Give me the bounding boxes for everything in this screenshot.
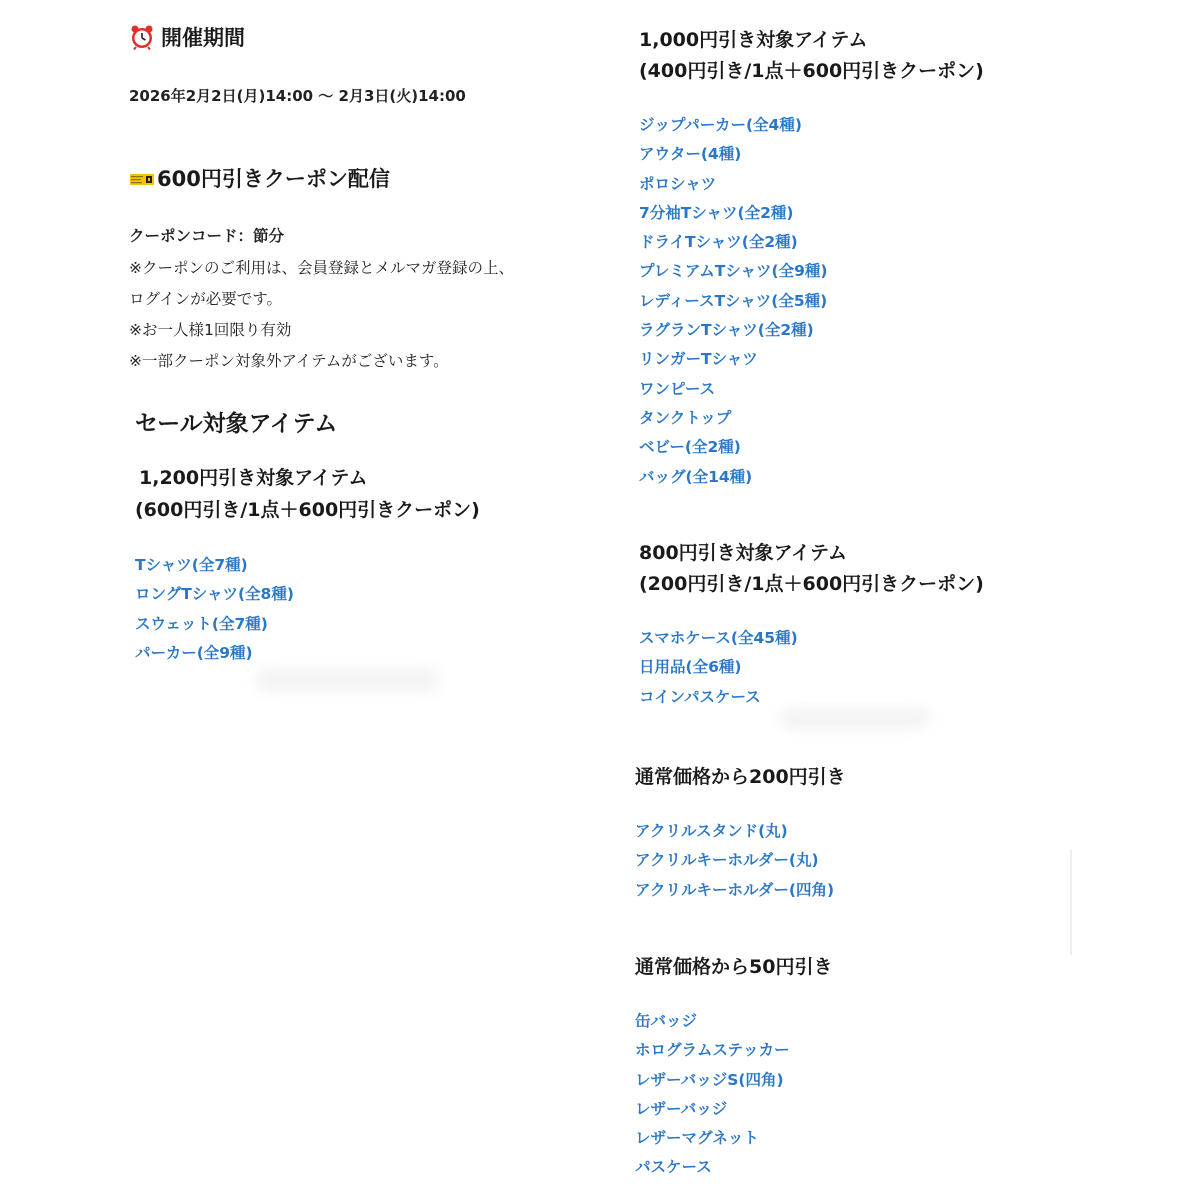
item-link[interactable]: レディースTシャツ(全5種) — [639, 291, 828, 310]
tier-1200-title: 1,200円引き対象アイテム — [139, 467, 368, 489]
item-link[interactable]: レザーバッジS(四角) — [635, 1070, 784, 1089]
item-link[interactable]: Tシャツ(全7種) — [135, 556, 248, 574]
coupon-heading-text: 600円引きクーポン配信 — [157, 167, 390, 191]
item-link[interactable]: ラグランTシャツ(全2種) — [639, 321, 814, 340]
item-link[interactable]: アウター(4種) — [639, 145, 742, 164]
item-link[interactable]: スウェット(全7種) — [135, 614, 268, 633]
item-link[interactable]: パスケース — [635, 1158, 712, 1177]
sale-heading: セール対象アイテム — [135, 411, 338, 437]
item-link[interactable]: ドライTシャツ(全2種) — [639, 233, 798, 252]
coupon-note-1: ※クーポンのご利用は、会員登録とメルマガ登録の上、 — [129, 259, 514, 277]
alarm-clock-icon — [129, 24, 155, 50]
item-link[interactable]: レザーマグネット — [635, 1129, 759, 1148]
tier-50-list — [635, 1007, 790, 1183]
coupon-heading — [129, 163, 390, 193]
tier-200-title: 通常価格から200円引き — [635, 766, 846, 788]
tier-50-title: 通常価格から50円引き — [635, 956, 833, 978]
item-link[interactable]: スマホケース(全45種) — [639, 629, 798, 647]
item-link[interactable]: 日用品(全6種) — [639, 658, 742, 677]
item-link[interactable]: ロングTシャツ(全8種) — [135, 585, 294, 604]
ticket-icon — [129, 168, 155, 188]
coupon-note-2: ※お一人様1回限り有効 — [129, 321, 292, 339]
item-link[interactable]: ベビー(全2種) — [639, 438, 741, 457]
tier-1000-title: 1,000円引き対象アイテム — [639, 29, 868, 51]
item-link[interactable]: 缶バッジ — [635, 1012, 698, 1030]
coupon-code: クーポンコード：節分 — [129, 227, 285, 245]
item-link[interactable]: リンガーTシャツ — [639, 350, 758, 369]
coupon-note-1b: ログインが必要です。 — [129, 290, 282, 308]
edge-divider — [1070, 850, 1072, 955]
item-link[interactable]: ジップパーカー(全4種) — [639, 116, 802, 134]
tier-1200-list — [135, 551, 294, 668]
tier-800-subtitle: (200円引き/1点＋600円引きクーポン) — [639, 573, 984, 595]
tier-1000-list — [639, 111, 828, 492]
item-link[interactable]: アクリルスタンド(丸) — [635, 822, 788, 840]
period-dates: 2026年2月2日(月)14:00 〜 2月3日(火)14:00 — [129, 87, 466, 105]
coupon-note-3: ※一部クーポン対象外アイテムがございます。 — [129, 352, 449, 370]
item-link[interactable]: ポロシャツ — [639, 174, 717, 193]
item-link[interactable]: アクリルキーホルダー(四角) — [635, 880, 835, 899]
tier-1000-subtitle: (400円引き/1点＋600円引きクーポン) — [639, 60, 984, 82]
period-heading — [129, 22, 245, 52]
item-link[interactable]: タンクトップ — [639, 408, 732, 427]
period-heading-text: 開催期間 — [161, 26, 245, 50]
item-link[interactable]: レザーバッジ — [635, 1099, 728, 1118]
tier-800-list — [639, 624, 798, 712]
item-link[interactable]: プレミアムTシャツ(全9種) — [639, 262, 828, 281]
item-link[interactable]: パーカー(全9種) — [135, 643, 253, 662]
blur-artifact — [780, 707, 930, 729]
tier-800-title: 800円引き対象アイテム — [639, 542, 848, 564]
blur-artifact — [255, 668, 440, 692]
item-link[interactable]: ホログラムステッカー — [635, 1041, 790, 1060]
item-link[interactable]: ワンピース — [639, 379, 716, 398]
tier-200-list — [635, 817, 834, 905]
item-link[interactable]: アクリルキーホルダー(丸) — [635, 851, 819, 870]
item-link[interactable]: バッグ(全14種) — [639, 467, 753, 486]
tier-1200-subtitle: (600円引き/1点＋600円引きクーポン) — [135, 499, 480, 521]
item-link[interactable]: コインパスケース — [639, 687, 761, 706]
item-link[interactable]: 7分袖Tシャツ(全2種) — [639, 203, 794, 222]
